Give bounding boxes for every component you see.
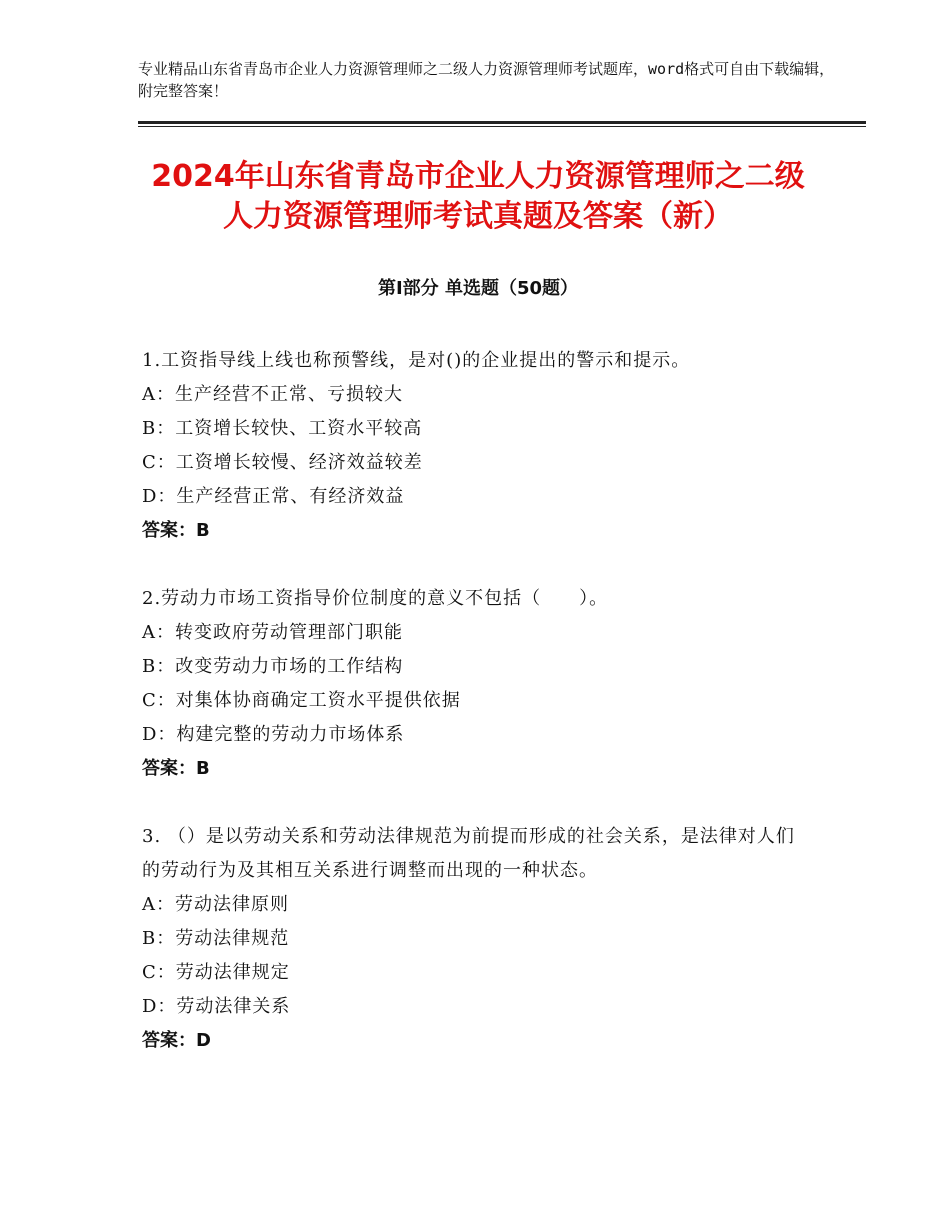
option-a: A：劳动法律原则	[142, 894, 289, 915]
answer-line: 答案：B	[142, 758, 210, 779]
option-b: B：工资增长较快、工资水平较高	[142, 418, 423, 439]
question-stem: 3. （）是以劳动关系和劳动法律规范为前提而形成的社会关系，是法律对人们的劳动行为及其相互关系进行调整而出现的一种状态。	[142, 826, 795, 881]
question-1	[142, 344, 812, 548]
option-d: D：构建完整的劳动力市场体系	[142, 724, 405, 745]
header-note: 专业精品山东省青岛市企业人力资源管理师之二级人力资源管理师考试题库，word格式可自由下载编辑，附完整答案！	[138, 60, 835, 100]
option-a: A：转变政府劳动管理部门职能	[142, 622, 403, 643]
option-c: C：对集体协商确定工资水平提供依据	[142, 690, 461, 711]
question-2	[142, 582, 812, 786]
option-a: A：生产经营不正常、亏损较大	[142, 384, 403, 405]
document-title: 2024年山东省青岛市企业人力资源管理师之二级人力资源管理师考试真题及答案（新）	[151, 159, 805, 234]
question-stem: 1.工资指导线上线也称预警线，是对()的企业提出的警示和提示。	[142, 350, 691, 371]
option-b: B：劳动法律规范	[142, 928, 290, 949]
header-divider-thick	[138, 121, 866, 124]
question-list	[142, 344, 812, 1092]
question-3	[142, 820, 812, 1058]
question-stem: 2.劳动力市场工资指导价位制度的意义不包括（ ）。	[142, 588, 609, 609]
option-d: D：劳动法律关系	[142, 996, 291, 1017]
answer-line: 答案：D	[142, 1030, 211, 1051]
option-c: C：劳动法律规定	[142, 962, 290, 983]
header-divider-thin	[138, 126, 866, 127]
option-d: D：生产经营正常、有经济效益	[142, 486, 405, 507]
section-heading: 第Ⅰ部分 单选题（50题）	[377, 278, 578, 299]
option-c: C：工资增长较慢、经济效益较差	[142, 452, 423, 473]
option-b: B：改变劳动力市场的工作结构	[142, 656, 404, 677]
answer-line: 答案：B	[142, 520, 210, 541]
